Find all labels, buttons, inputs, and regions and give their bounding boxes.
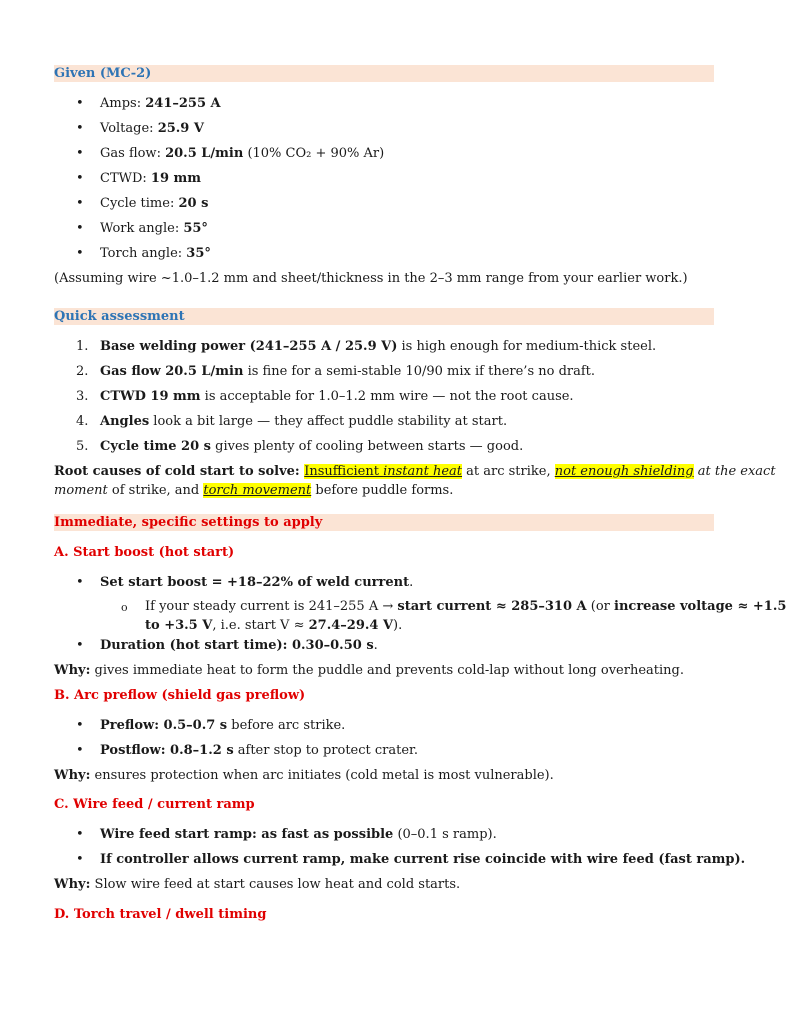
- sub-bullet: o: [121, 601, 128, 614]
- bullet: [76, 120, 84, 137]
- highlight-torch-movement: torch movement: [203, 483, 312, 498]
- bullet: [76, 574, 84, 591]
- item-value: 19 mm: [150, 171, 202, 186]
- section-b-title: B. Arc preflow (shield gas preflow): [54, 688, 306, 703]
- list-item: Set start boost = +18–22% of weld current.: [100, 575, 414, 590]
- item-bold: Cycle time 20 s: [100, 439, 211, 454]
- text: at the exact: [693, 464, 776, 479]
- item-rest: is acceptable for 1.0–1.2 mm wire — not the root cause.: [200, 389, 574, 404]
- item-number: 1.: [76, 339, 89, 354]
- item-rest: is fine for a semi-stable 10/90 mix if there’s no draft.: [243, 364, 596, 379]
- item-number: 2.: [76, 364, 89, 379]
- text: before puddle forms.: [311, 483, 454, 498]
- bullet: [76, 637, 84, 654]
- highlight-instant-heat: Insufficient instant heat: [304, 464, 463, 479]
- root-causes-label: Root causes of cold start to solve:: [54, 464, 305, 479]
- settings-heading-bar: [54, 514, 714, 531]
- bullet: [76, 717, 84, 734]
- section-c-title: C. Wire feed / current ramp: [54, 797, 255, 812]
- item-label: Gas flow:: [100, 146, 166, 161]
- section-b-why: Why: ensures protection when arc initiates (cold metal is most vulnerable).: [54, 768, 554, 783]
- item-bold: Angles: [100, 414, 150, 429]
- item-rest: gives plenty of cooling between starts — good.: [210, 439, 524, 454]
- item-bold: Gas flow 20.5 L/min: [100, 364, 244, 379]
- sub-item-line1: If your steady current is 241–255 A → start current ≈ 285–310 A (or increase voltage ≈ +1.5: [145, 599, 786, 614]
- given-heading: Given (MC-2): [54, 66, 152, 81]
- text: of strike, and: [107, 483, 204, 498]
- assessment-heading-bar: [54, 308, 714, 325]
- text: moment: [54, 483, 108, 498]
- bullet: [76, 851, 84, 868]
- item-bold: CTWD 19 mm: [100, 389, 201, 404]
- item-value: 25.9 V: [157, 121, 204, 136]
- text: at arc strike,: [462, 464, 555, 479]
- item-rest: look a bit large — they affect puddle stability at start.: [149, 414, 508, 429]
- item-number: 4.: [76, 414, 89, 429]
- item-rest: is high enough for medium-thick steel.: [397, 339, 657, 354]
- section-d-title: D. Torch travel / dwell timing: [54, 907, 267, 922]
- sub-item-line2: to +3.5 V, i.e. start V ≈ 27.4–29.4 V).: [145, 618, 403, 633]
- assessment-heading: Quick assessment: [54, 309, 185, 324]
- list-item: Wire feed start ramp: as fast as possible (0–0.1 s ramp).: [100, 827, 497, 842]
- given-heading-bar: [54, 65, 714, 82]
- item-label: Voltage:: [100, 121, 158, 136]
- item-value: 55°: [183, 221, 208, 236]
- item-number: 3.: [76, 389, 89, 404]
- item-value: 35°: [186, 246, 211, 261]
- bullet: [76, 145, 84, 162]
- item-value: 20 s: [178, 196, 209, 211]
- item-bold: Base welding power (241–255 A / 25.9 V): [100, 339, 398, 354]
- section-c-why: Why: Slow wire feed at start causes low heat and cold starts.: [54, 877, 461, 892]
- item-label: Cycle time:: [100, 196, 179, 211]
- bullet: [76, 95, 84, 112]
- section-a-why: Why: gives immediate heat to form the puddle and prevents cold-lap without long overheating.: [54, 663, 684, 678]
- bullet: [76, 220, 84, 237]
- item-label: CTWD:: [100, 171, 151, 186]
- item-label: Torch angle:: [100, 246, 187, 261]
- list-item: Preflow: 0.5–0.7 s before arc strike.: [100, 718, 346, 733]
- item-tail: (10% CO₂ + 90% Ar): [243, 146, 385, 161]
- bullet: [76, 826, 84, 843]
- bullet: [76, 195, 84, 212]
- root-causes-line1: [54, 463, 776, 481]
- given-note: (Assuming wire ~1.0–1.2 mm and sheet/thickness in the 2–3 mm range from your earlier work.): [54, 271, 688, 286]
- item-label: Work angle:: [100, 221, 184, 236]
- item-number: 5.: [76, 439, 89, 454]
- list-item: Postflow: 0.8–1.2 s after stop to protect crater.: [100, 743, 418, 758]
- list-item: Duration (hot start time): 0.30–0.50 s.: [100, 638, 378, 653]
- bullet: [76, 742, 84, 759]
- item-value: 241–255 A: [145, 96, 221, 111]
- list-item: If controller allows current ramp, make current rise coincide with wire feed (fast ramp).: [100, 852, 746, 867]
- bullet: [76, 170, 84, 187]
- item-value: 20.5 L/min: [165, 146, 244, 161]
- settings-heading: Immediate, specific settings to apply: [54, 515, 323, 530]
- root-causes-line2: [54, 482, 453, 500]
- item-label: Amps:: [100, 96, 146, 111]
- highlight-shielding: not enough shielding: [554, 464, 694, 479]
- section-a-title: A. Start boost (hot start): [54, 545, 235, 560]
- bullet: [76, 245, 84, 262]
